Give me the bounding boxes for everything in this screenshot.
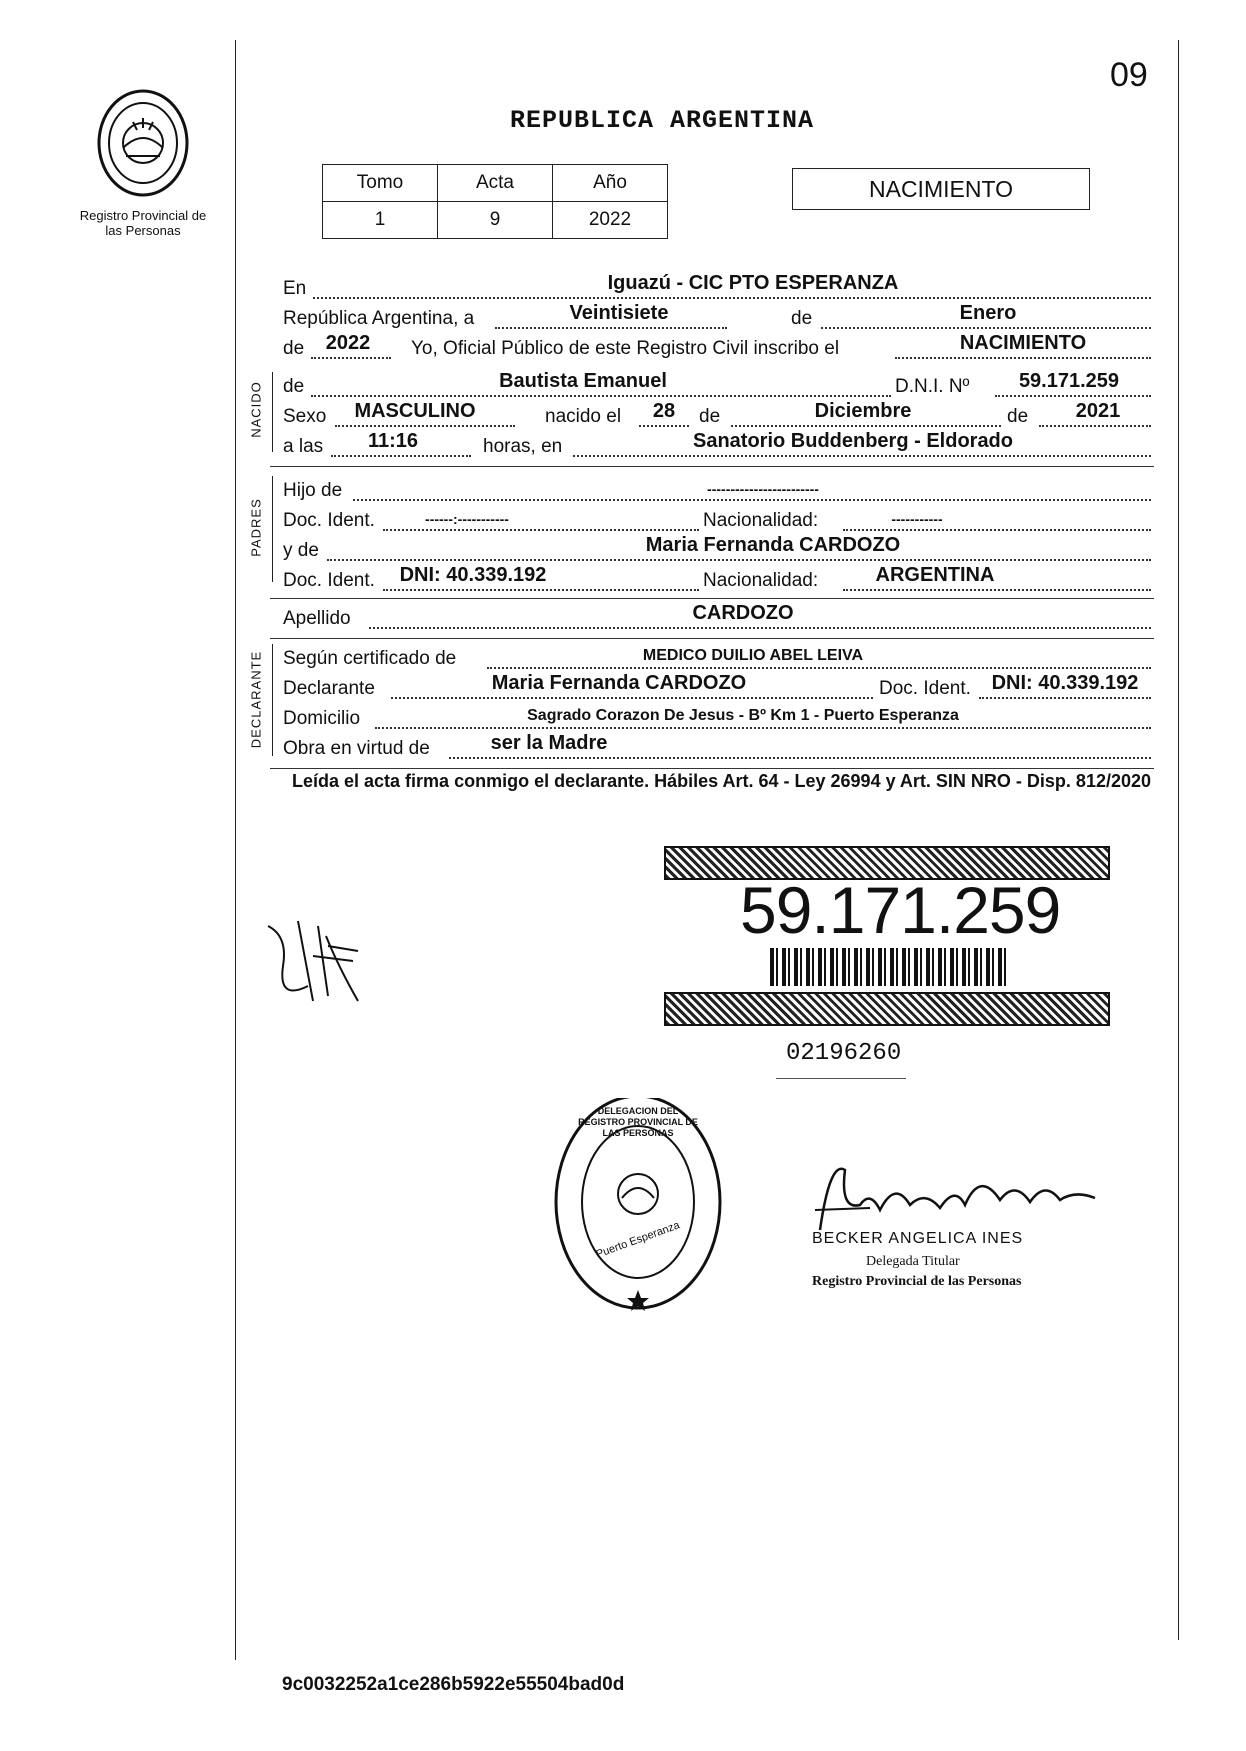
label-de: de	[699, 406, 721, 427]
row-hijo-de	[283, 476, 1153, 504]
row-padre-doc	[283, 506, 1153, 534]
row-lugar	[283, 274, 1153, 302]
value-declarante-doc: DNI: 40.339.192	[991, 672, 1139, 694]
dni-label-number: 59.171.259	[740, 873, 1061, 947]
value-obra: ser la Madre	[490, 732, 608, 754]
value-madre-doc: DNI: 40.339.192	[399, 564, 547, 586]
section-nacido: NACIDO	[248, 381, 264, 438]
label-yo-oficial: Yo, Oficial Público de este Registro Civil inscribo el	[411, 338, 840, 359]
label-domicilio: Domicilio	[283, 708, 361, 729]
record-table-header: Tomo	[323, 165, 438, 202]
official-signature	[800, 1150, 1100, 1240]
value-anio: 2022	[325, 332, 371, 354]
label-doc-ident: Doc. Ident.	[283, 570, 375, 591]
section-declarante: DECLARANTE	[248, 650, 264, 749]
stamp-center-text: Puerto Esperanza	[594, 1219, 682, 1261]
barcode	[770, 948, 1010, 986]
value-mes: Enero	[959, 302, 1017, 324]
label-nacionalidad: Nacionalidad:	[703, 570, 819, 591]
right-margin-line	[1178, 40, 1179, 1640]
row-madre-doc	[283, 566, 1153, 594]
row-nombre	[283, 372, 1153, 400]
dni-label-serial: 02196260	[786, 1040, 902, 1067]
official-registry: Registro Provincial de las Personas	[812, 1274, 1022, 1289]
value-anio-nac: 2021	[1075, 400, 1121, 422]
label-de: de	[283, 376, 305, 397]
label-doc-ident: Doc. Ident.	[283, 510, 375, 531]
value-lugar-nac: Sanatorio Buddenberg - Eldorado	[692, 430, 1013, 452]
value-domicilio: Sagrado Corazon De Jesus - Bº Km 1 - Puerto Esperanza	[527, 707, 959, 724]
label-de: de	[283, 338, 305, 359]
record-table-header: Acta	[438, 165, 553, 202]
row-declarante	[283, 674, 1153, 702]
value-nombre: Bautista Emanuel	[499, 370, 667, 392]
value-certificado: MEDICO DUILIO ABEL LEIVA	[642, 647, 864, 664]
row-fecha	[283, 304, 1153, 332]
official-name: BECKER ANGELICA INES	[812, 1230, 1024, 1247]
label-hijo-de: Hijo de	[283, 480, 343, 501]
label-declarante: Declarante	[283, 678, 375, 699]
value-declarante: Maria Fernanda CARDOZO	[491, 672, 747, 694]
act-type-box	[792, 168, 1090, 210]
value-tipo: NACIMIENTO	[959, 332, 1087, 354]
value-mes-nac: Diciembre	[814, 400, 912, 422]
record-table-header: Año	[553, 165, 668, 202]
row-sexo	[283, 402, 1153, 430]
value-dia-nac: 28	[652, 400, 676, 422]
legal-text: Leída el acta firma conmigo el declarante. Hábiles Art. 64 - Ley 26994 y Art. SIN NRO - Disp. 812/2020	[292, 771, 1152, 791]
label-de: de	[1007, 406, 1029, 427]
document-hash: 9c0032252a1ce286b5922e55504bad0d	[282, 1674, 625, 1695]
security-stripe-bottom	[664, 992, 1110, 1026]
label-apellido: Apellido	[283, 608, 351, 629]
row-apellido	[283, 604, 1153, 632]
value-sexo: MASCULINO	[354, 400, 476, 422]
value-padre-doc: ------:-----------	[425, 511, 509, 527]
value-madre: Maria Fernanda CARDOZO	[645, 534, 901, 556]
declarant-signature	[258, 906, 368, 1016]
label-segun-certificado: Según certificado de	[283, 648, 457, 669]
province-seal-icon	[88, 88, 198, 198]
row-obra	[283, 734, 1153, 762]
value-lugar: Iguazú - CIC PTO ESPERANZA	[607, 272, 899, 294]
label-y-de: y de	[283, 540, 319, 561]
value-dia-letras: Veintisiete	[569, 302, 669, 324]
stamp-ring-text: DELEGACION DEL REGISTRO PROVINCIAL DE LAS PERSONAS	[578, 1106, 698, 1138]
label-doc-ident: Doc. Ident.	[879, 678, 971, 699]
record-table-cell: 1	[323, 202, 438, 239]
value-madre-nac: ARGENTINA	[875, 564, 995, 586]
label-de: de	[791, 308, 813, 329]
left-margin-line	[235, 40, 236, 1660]
label-republica: República Argentina, a	[283, 308, 475, 329]
official-role: Delegada Titular	[866, 1254, 960, 1269]
label-sexo: Sexo	[283, 406, 327, 427]
label-a-las: a las	[283, 436, 324, 457]
label-obra-en-virtud: Obra en virtud de	[283, 738, 430, 759]
value-padre: ------------------------	[707, 481, 819, 497]
row-inscripcion	[283, 334, 1153, 362]
row-domicilio	[283, 704, 1153, 732]
value-apellido: CARDOZO	[692, 602, 794, 624]
country-title: REPUBLICA ARGENTINA	[510, 106, 815, 135]
value-padre-nac: -----------	[891, 511, 943, 527]
label-en: En	[283, 278, 307, 299]
row-hora	[283, 432, 1153, 460]
row-madre	[283, 536, 1153, 564]
record-table-cell: 2022	[553, 202, 668, 239]
act-type: NACIMIENTO	[869, 176, 1013, 202]
label-nacido-el: nacido el	[545, 406, 622, 427]
label-horas-en: horas, en	[483, 436, 563, 457]
province-seal	[88, 88, 198, 198]
row-certificado	[283, 644, 1153, 672]
value-dni: 59.171.259	[1018, 370, 1120, 392]
record-table-cell: 9	[438, 202, 553, 239]
record-table	[322, 164, 668, 239]
page-number: 09	[1110, 56, 1148, 94]
label-nacionalidad: Nacionalidad:	[703, 510, 819, 531]
registry-name: Registro Provincial de las Personas	[79, 208, 207, 238]
value-hora: 11:16	[367, 430, 419, 452]
section-padres: PADRES	[248, 498, 264, 557]
label-dni: D.N.I. Nº	[895, 376, 970, 397]
delegation-stamp	[554, 1098, 722, 1316]
